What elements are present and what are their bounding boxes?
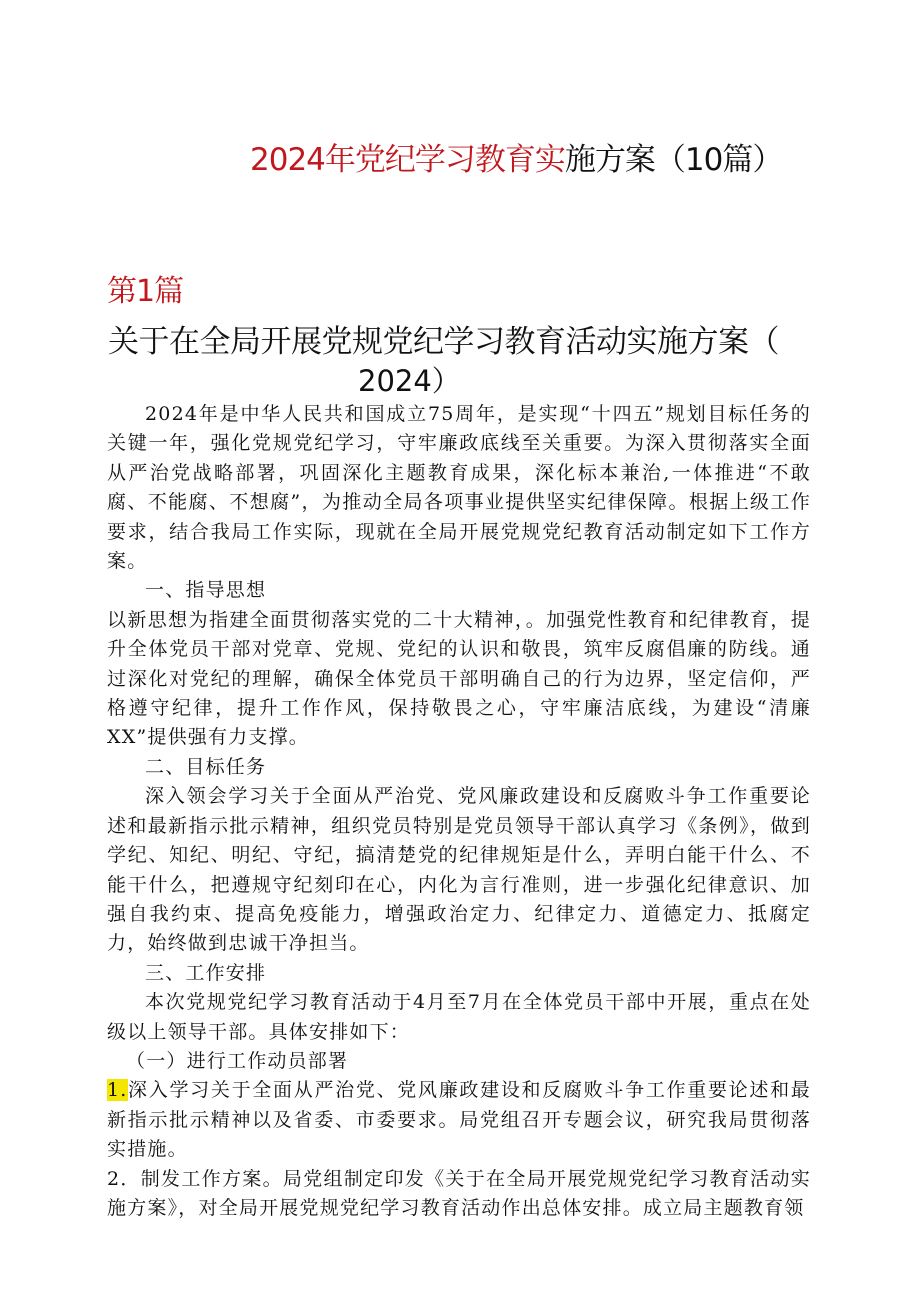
document-body xyxy=(107,400,811,1223)
paragraph-guiding-thought: 以新思想为指建全面贯彻落实党的二十大精神，。加强党性教育和纪律教育，提升全体党员干部对党章、党规、党纪的认识和敬畏，筑牢反腐倡廉的防线。通过深化对党纪的理解，确保全体党员干部明确自己的行为边界，坚定信仰，严格遵守纪律，提升工作作风，保持敬畏之心，守牢廉洁底线，为建设“清廉XX”提供强有力支撑。 xyxy=(107,608,811,749)
list-item-1-text: 深入学习关于全面从严治党、党风廉政建设和反腐败斗争工作重要论述和最新指示批示精神以及省委、市委要求。局党组召开专题会议，研究我局贯彻落实措施。 xyxy=(107,1079,811,1161)
paragraph-work-arrangement: 本次党规党纪学习教育活动于4月至7月在全体党员干部中开展，重点在处级以上领导干部。具体安排如下： xyxy=(107,991,811,1043)
heading-guiding-thought: 一、指导思想 xyxy=(145,579,267,602)
document-title-rest: 施方案（10篇） xyxy=(564,142,783,178)
paragraph-goals: 深入领会学习关于全面从严治党、党风廉政建设和反腐败斗争工作重要论述和最新指示批示精神，组织党员特别是党员领导干部认真学习《条例》，做到学纪、知纪、明纪、守纪，搞清楚党的纪律规矩是什么，弄明白能干什么、不能干什么，把遵规守纪刻印在心，内化为言行准则，进一步强化纪律意识、加强自我约束、提高免疫能力，增强政治定力、纪律定力、道德定力、抵腐定力，始终做到忠诚干净担当。 xyxy=(107,785,811,955)
subheading-mobilization: （一）进行工作动员部署 xyxy=(126,1049,349,1072)
list-item-2-number: 2． xyxy=(107,1167,141,1190)
article-title: 关于在全局开展党规党纪学习教育活动实施方案（ xyxy=(108,324,779,360)
list-item-2-text: 制发工作方案。局党组制定印发《关于在全局开展党规党纪学习教育活动实施方案》，对全局开展党规党纪学习教育活动作出总体安排。成立局主题教育领 xyxy=(107,1167,811,1219)
article-title-year: 2024） xyxy=(358,364,461,398)
list-item-1 xyxy=(107,1076,811,1164)
list-item-1-number: 1. xyxy=(107,1079,128,1102)
document-title-red-part: 2024年党纪学习教育实 xyxy=(250,142,565,178)
heading-goals: 二、目标任务 xyxy=(145,755,267,778)
section-label: 第1篇 xyxy=(107,274,184,309)
document-title xyxy=(250,140,890,180)
intro-paragraph: 2024年是中华人民共和国成立75周年，是实现“十四五”规划目标任务的关键一年，强化党规党纪学习，守牢廉政底线至关重要。为深入贯彻落实全面从严治党战略部署，巩固深化主题教育成果，深化标本兼治,一体推进“不敢腐、不能腐、不想腐”，为推动全局各项事业提供坚实纪律保障。根据上级工作要求，结合我局工作实际，现就在全局开展党规党纪教育活动制定如下工作方案。 xyxy=(107,403,811,573)
heading-work-arrangement: 三、工作安排 xyxy=(145,961,267,984)
list-item-2 xyxy=(107,1165,811,1224)
